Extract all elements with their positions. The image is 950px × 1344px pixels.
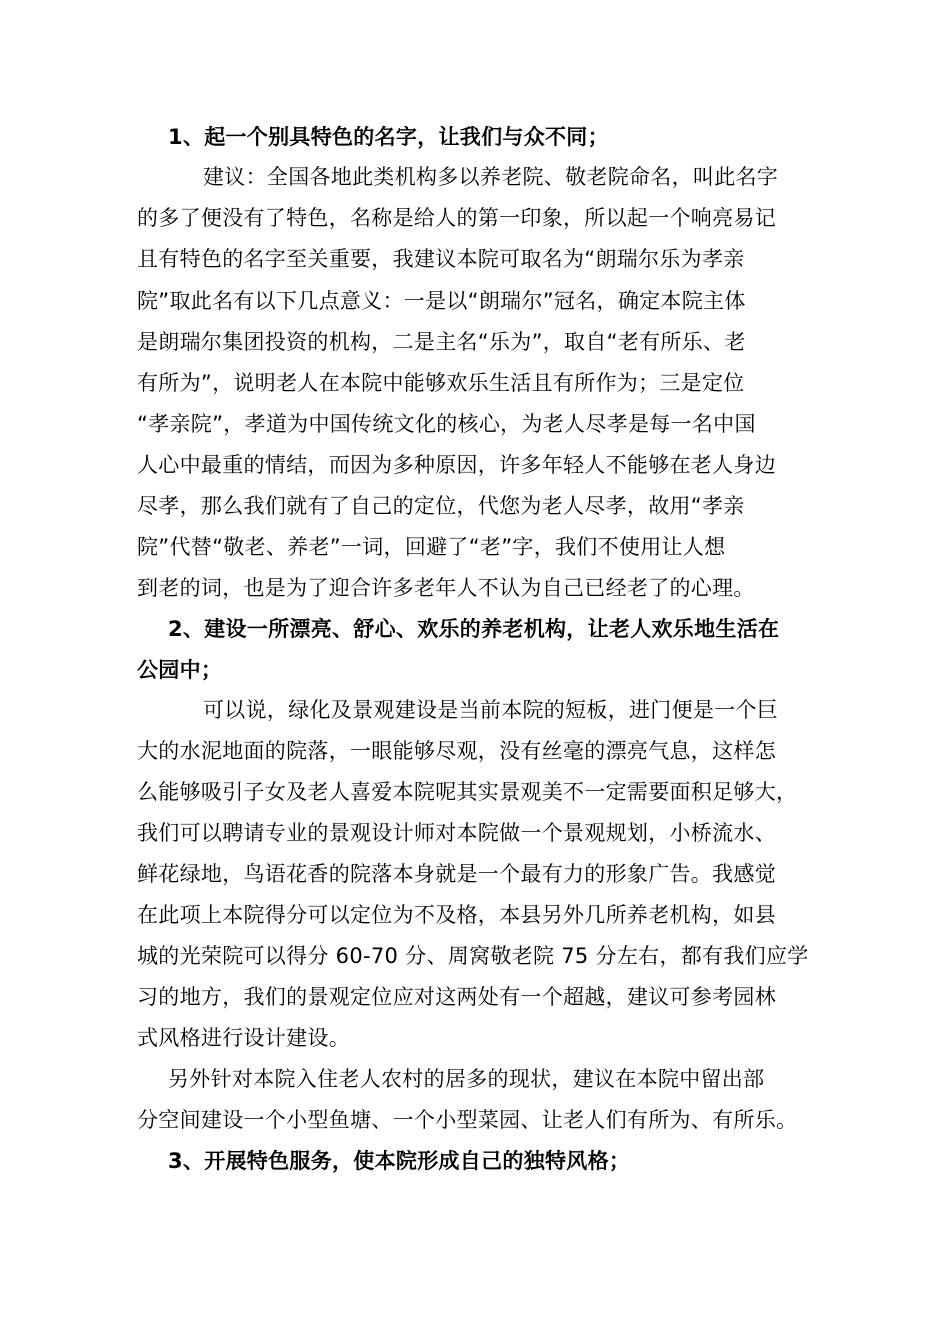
paragraph-line: 我们可以聘请专业的景观设计师对本院做一个景观规划，小桥流水、 bbox=[137, 821, 776, 845]
paragraph-line: 有所为”，说明老人在本院中能够欢乐生活且有所作为；三是定位 bbox=[137, 371, 745, 395]
paragraph-line: 另外针对本院入住老人农村的居多的现状，建议在本院中留出部 bbox=[168, 1067, 765, 1091]
paragraph-line: 院”取此名有以下几点意义：一是以“朗瑞尔”冠名，确定本院主体 bbox=[137, 289, 746, 313]
heading-3: 3、开展特色服务，使本院形成自己的独特风格； bbox=[168, 1149, 631, 1173]
paragraph-line: 建议：全国各地此类机构多以养老院、敬老院命名，叫此名字 bbox=[203, 165, 779, 189]
paragraph-line: 的多了便没有了特色，名称是给人的第一印象，所以起一个响亮易记 bbox=[137, 206, 776, 230]
paragraph-line: 可以说，绿化及景观建设是当前本院的短板，进门便是一个巨 bbox=[203, 698, 779, 722]
paragraph-line: 鲜花绿地，鸟语花香的院落本身就是一个最有力的形象广告。我感觉 bbox=[137, 862, 776, 886]
paragraph-line: 么能够吸引子女及老人喜爱本院呢其实景观美不一定需要面积足够大， bbox=[137, 780, 798, 804]
paragraph-line: “孝亲院”，孝道为中国传统文化的核心，为老人尽孝是每一名中国 bbox=[137, 412, 756, 436]
paragraph-line: 分空间建设一个小型鱼塘、一个小型菜园、让老人们有所为、有所乐。 bbox=[137, 1108, 798, 1132]
paragraph-line: 人心中最重的情结，而因为多种原因，许多年轻人不能够在老人身边 bbox=[137, 453, 776, 477]
paragraph-line: 且有特色的名字至关重要，我建议本院可取名为“朗瑞尔乐为孝亲 bbox=[137, 247, 745, 271]
paragraph-line: 式风格进行设计建设。 bbox=[137, 1026, 350, 1050]
paragraph-line: 大的水泥地面的院落，一眼能够尽观，没有丝毫的漂亮气息，这样怎 bbox=[137, 739, 776, 763]
heading-1: 1、起一个别具特色的名字，让我们与众不同； bbox=[168, 125, 609, 149]
paragraph-line: 城的光荣院可以得分 60-70 分、周窝敬老院 75 分左右，都有我们应学 bbox=[137, 944, 809, 968]
heading-2: 2、建设一所漂亮、舒心、欢乐的养老机构，让老人欢乐地生活在 bbox=[168, 617, 780, 641]
heading-2-continued: 公园中； bbox=[137, 658, 223, 682]
paragraph-line: 是朗瑞尔集团投资的机构，二是主名“乐为”，取自“老有所乐、老 bbox=[137, 330, 746, 354]
paragraph-line: 习的地方，我们的景观定位应对这两处有一个超越，建议可参考园林 bbox=[137, 985, 776, 1009]
paragraph-line: 到老的词，也是为了迎合许多老年人不认为自己已经老了的心理。 bbox=[137, 576, 755, 600]
paragraph-line: 在此项上本院得分可以定位为不及格，本县另外几所养老机构，如县 bbox=[137, 903, 776, 927]
paragraph-line: 院”代替“敬老、养老”一词，回避了“老”字，我们不使用让人想 bbox=[137, 535, 726, 559]
paragraph-line: 尽孝，那么我们就有了自己的定位，代您为老人尽孝，故用“孝亲 bbox=[137, 494, 745, 518]
